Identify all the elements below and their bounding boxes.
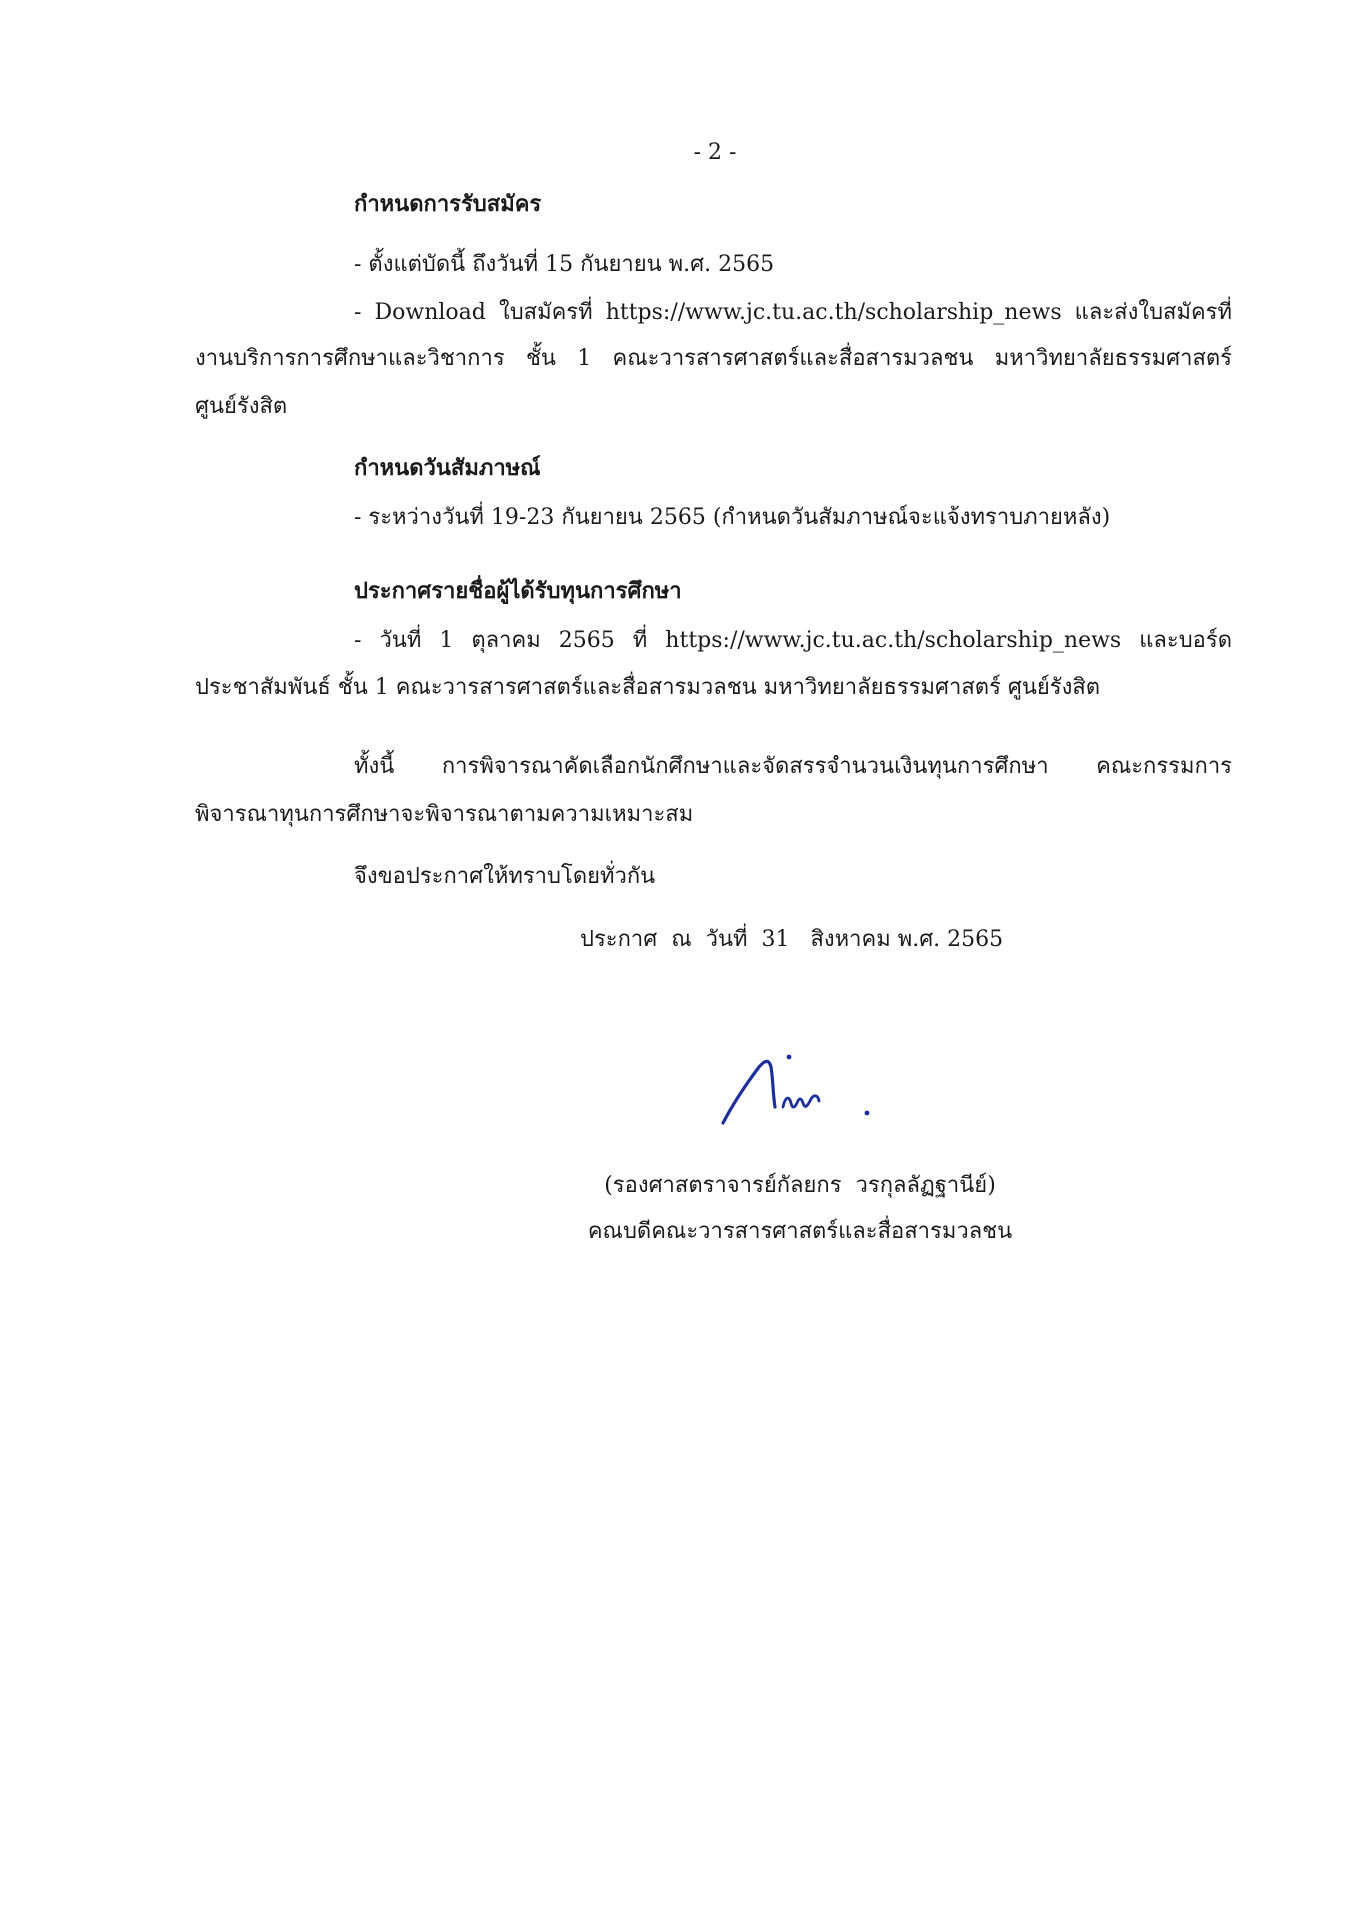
closing-statement: จึงขอประกาศให้ทราบโดยทั่วกัน <box>354 864 656 889</box>
interview-dates: - ระหว่างวันที่ 19-23 กันยายน 2565 (กำหนดวันสัมภาษณ์จะแจ้งทราบภายหลัง) <box>354 505 1111 530</box>
signature-image <box>715 1045 880 1135</box>
consideration-line-2: พิจารณาทุนการศึกษาจะพิจารณาตามความเหมาะสม <box>195 802 694 827</box>
application-submit-location: งานบริการการศึกษาและวิชาการ ชั้น 1 คณะวารสารศาสตร์และสื่อสารมวลชน มหาวิทยาลัยธรรมศาสตร์ <box>195 346 1232 371</box>
announcement-heading: ประกาศรายชื่อผู้ได้รับทุนการศึกษา <box>354 578 682 604</box>
signatory-position: คณบดีคณะวารสารศาสตร์และสื่อสารมวลชน <box>587 1219 1013 1244</box>
consideration-line: ทั้งนี้ การพิจารณาคัดเลือกนักศึกษาและจัดสรรจำนวนเงินทุนการศึกษา คณะกรรมการ <box>354 754 1232 779</box>
page-number: - 2 - <box>693 140 737 165</box>
application-period-dates: - ตั้งแต่บัดนี้ ถึงวันที่ 15 กันยายน พ.ศ. 2565 <box>354 252 775 277</box>
announcement-date-line: - วันที่ 1 ตุลาคม 2565 ที่ https://www.jc.tu.ac.th/scholarship_news และบอร์ด <box>354 628 1232 653</box>
application-download-line: - Download ใบสมัครที่ https://www.jc.tu.ac.th/scholarship_news และส่งใบสมัครที่ <box>354 300 1232 325</box>
signatory-name: (รองศาสตราจารย์กัลยกร วรกุลลัฏฐานีย์) <box>604 1173 996 1198</box>
application-period-heading: กำหนดการรับสมัคร <box>354 191 542 217</box>
announcement-date: ประกาศ ณ วันที่ 31 สิงหาคม พ.ศ. 2565 <box>580 927 1004 952</box>
application-campus: ศูนย์รังสิต <box>195 394 288 419</box>
interview-heading: กำหนดวันสัมภาษณ์ <box>354 455 541 481</box>
announcement-board-line: ประชาสัมพันธ์ ชั้น 1 คณะวารสารศาสตร์และสื่อสารมวลชน มหาวิทยาลัยธรรมศาสตร์ ศูนย์รังสิต <box>195 675 1101 700</box>
